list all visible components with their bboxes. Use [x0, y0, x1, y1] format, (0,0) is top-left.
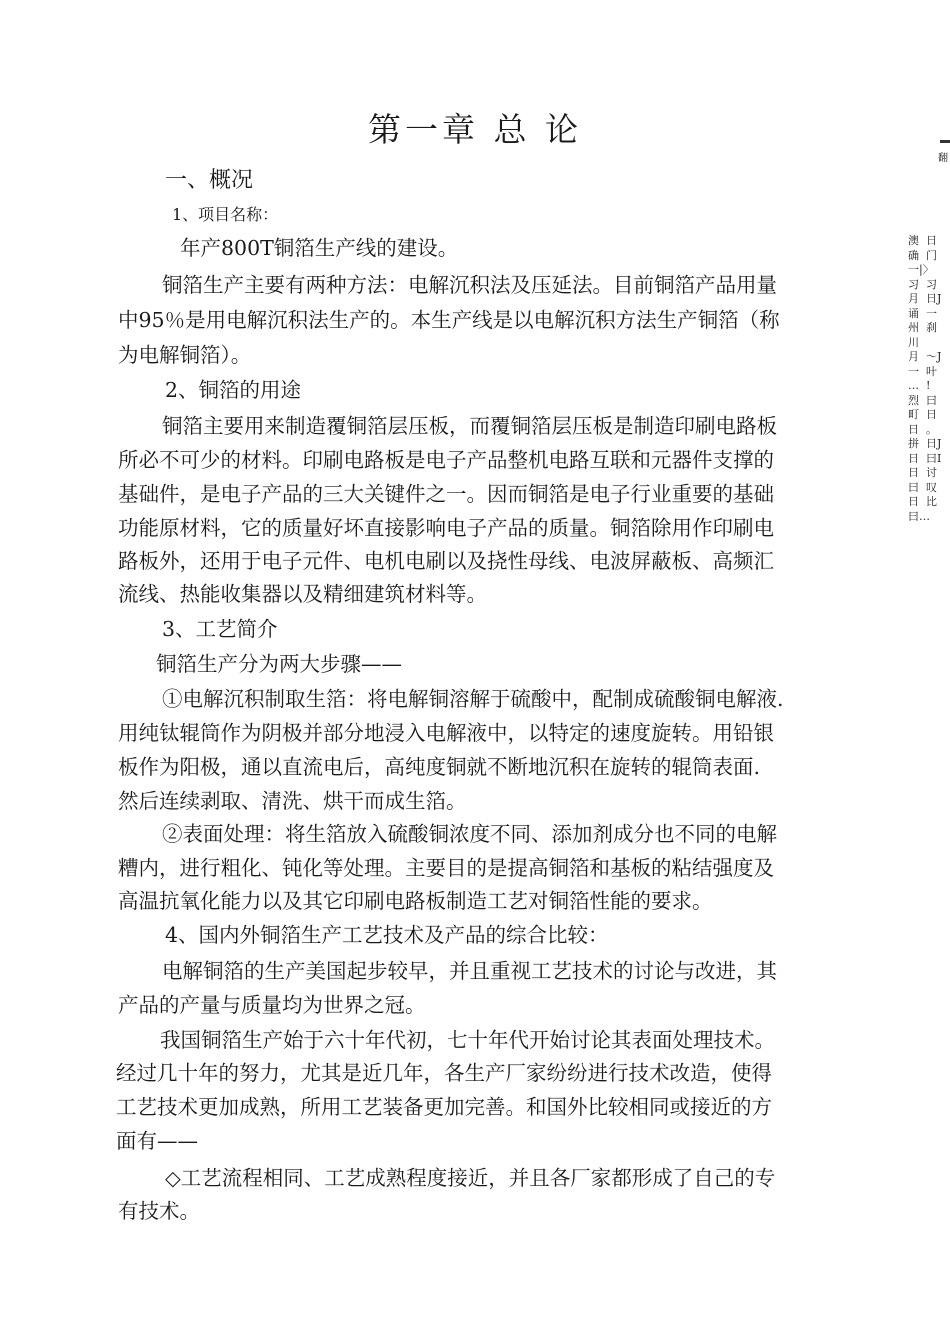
margin-char: 习: [908, 277, 919, 291]
margin-char: !: [926, 379, 931, 392]
margin-char: 日: [926, 234, 937, 247]
margin-char: 〜J: [926, 350, 942, 363]
margin-char: 曰…: [908, 509, 930, 523]
subheading-comparison: 4、国内外铜箔生产工艺技术及产品的综合比较：: [165, 923, 609, 947]
paragraph-line: 糟内，进行粗化、钝化等处理。主要目的是提高铜箔和基板的粘结强度及: [118, 856, 774, 880]
paragraph-line: 工艺技术更加成熟，所用工艺装备更加完善。和国外比较相同或接近的方: [116, 1095, 772, 1119]
paragraph-line: 铜箔主要用来制造覆铜箔层压板，而覆铜箔层压板是制造印刷电路板: [162, 414, 777, 438]
paragraph-line: 有技术。: [118, 1199, 200, 1223]
margin-char: 曰I: [926, 451, 942, 465]
paragraph-line: ◇工艺流程相同、工艺成熟程度接近，并且各厂家都形成了自己的专: [165, 1166, 776, 1190]
margin-char: 确: [908, 248, 919, 262]
margin-char: 叹: [926, 480, 937, 494]
paragraph-line: 流线、热能收集器以及精细建筑材料等。: [118, 582, 487, 606]
margin-char: 曰: [926, 393, 937, 407]
paragraph-line: 用纯钛辊筒作为阴极并部分地浸入电解液中，以特定的速度旋转。用铅银: [118, 721, 774, 745]
paragraph-line: 面有——: [116, 1129, 198, 1153]
paragraph-line: 中95％是用电解沉积法生产的。本生产线是以电解沉积方法生产铜箔（称: [118, 308, 780, 332]
paragraph-line: ②表面处理：将生箔放入硫酸铜浓度不同、添加剂成分也不同的电解: [162, 822, 777, 846]
subheading-process: 3、工艺简介: [162, 617, 278, 641]
paragraph-line: 高温抗氧化能力以及其它印刷电路板制造工艺对铜箔性能的要求。: [118, 889, 713, 913]
paragraph-line: 板作为阳极，通以直流电后，高纯度铜就不断地沉积在旋转的辊筒表面.: [118, 755, 761, 779]
margin-char: 诵: [908, 306, 919, 320]
subheading-project-name: 1、项目名称：: [172, 205, 279, 224]
paragraph-line: 基础件，是电子产品的三大关键件之一。因而铜箔是电子行业重要的基础: [118, 482, 774, 506]
margin-char: 日: [926, 408, 937, 421]
margin-char: 。: [926, 422, 937, 436]
margin-char: 叶: [926, 364, 937, 378]
paragraph-line: 铜箔生产主要有两种方法：电解沉积法及压延法。目前铜箔产品用量: [162, 273, 777, 297]
margin-char: 月: [908, 350, 919, 363]
paragraph-line: 所必不可少的材料。印刷电路板是电子产品整机电路互联和元器件支撑的: [118, 448, 774, 472]
paragraph-line: 功能原材料，它的质量好坏直接影响电子产品的质量。铜箔除用作印刷电: [118, 516, 774, 540]
margin-char: 门: [926, 248, 937, 262]
margin-char: 比: [926, 495, 937, 508]
margin-scan-column-2: [926, 234, 941, 510]
margin-char: 日: [908, 451, 919, 465]
paragraph-line: 然后连续剥取、清洗、烘干而成生箔。: [118, 789, 467, 813]
margin-char: 月: [908, 292, 919, 305]
margin-note-top: 翻: [938, 153, 948, 164]
margin-char: 日J: [926, 437, 942, 450]
margin-char: [926, 263, 941, 278]
paragraph-line: 经过几十年的努力，尤其是近几年，各生产厂家纷纷进行技术改造，使得: [116, 1061, 772, 1085]
margin-char: 日J: [926, 292, 942, 305]
margin-char: 州: [908, 321, 919, 334]
paragraph-line: 为电解铜箔）。: [118, 343, 252, 367]
paragraph-line: 电解铜箔的生产美国起步较早，并且重视工艺技术的讨论与改进，其: [162, 959, 777, 983]
margin-char: 讨: [926, 466, 937, 479]
margin-char: 拼: [908, 437, 919, 450]
paragraph-line: 铜箔生产分为两大步骤——: [156, 652, 402, 676]
margin-char: 习: [926, 277, 937, 291]
margin-char: 澳: [908, 234, 919, 247]
paragraph-line: ①电解沉积制取生箔：将电解铜溶解于硫酸中，配制成硫酸铜电解液.: [162, 687, 784, 711]
paragraph-line: 我国铜箔生产始于六十年代初，七十年代开始讨论其表面处理技术。: [160, 1028, 775, 1052]
margin-char: 日: [908, 466, 919, 479]
page-title: 第一章 总 论: [368, 110, 582, 149]
margin-char: 日: [908, 495, 919, 508]
margin-char: 一|〉: [908, 263, 934, 276]
margin-char: 日: [908, 422, 919, 436]
paragraph-line: 产品的产量与质量均为世界之冠。: [118, 993, 426, 1017]
margin-char: 町: [908, 408, 919, 421]
margin-char: 一: [926, 306, 937, 320]
margin-char: 刹: [926, 321, 937, 334]
margin-char: [926, 336, 941, 351]
margin-tick-mark: [940, 140, 950, 143]
paragraph-line: 年产800T铜箔生产线的建设。: [180, 236, 459, 260]
subheading-uses: 2、铜箔的用途: [165, 378, 302, 402]
margin-char: …: [908, 379, 919, 392]
margin-char: 烈: [908, 393, 919, 407]
margin-char: 川: [908, 335, 919, 349]
margin-char: 曰: [908, 480, 919, 494]
margin-char: 一: [908, 364, 919, 378]
paragraph-line: 路板外，还用于电子元件、电机电刷以及挠性母线、电波屏蔽板、高频汇: [118, 549, 774, 573]
section-heading-overview: 一、概况: [165, 168, 254, 193]
